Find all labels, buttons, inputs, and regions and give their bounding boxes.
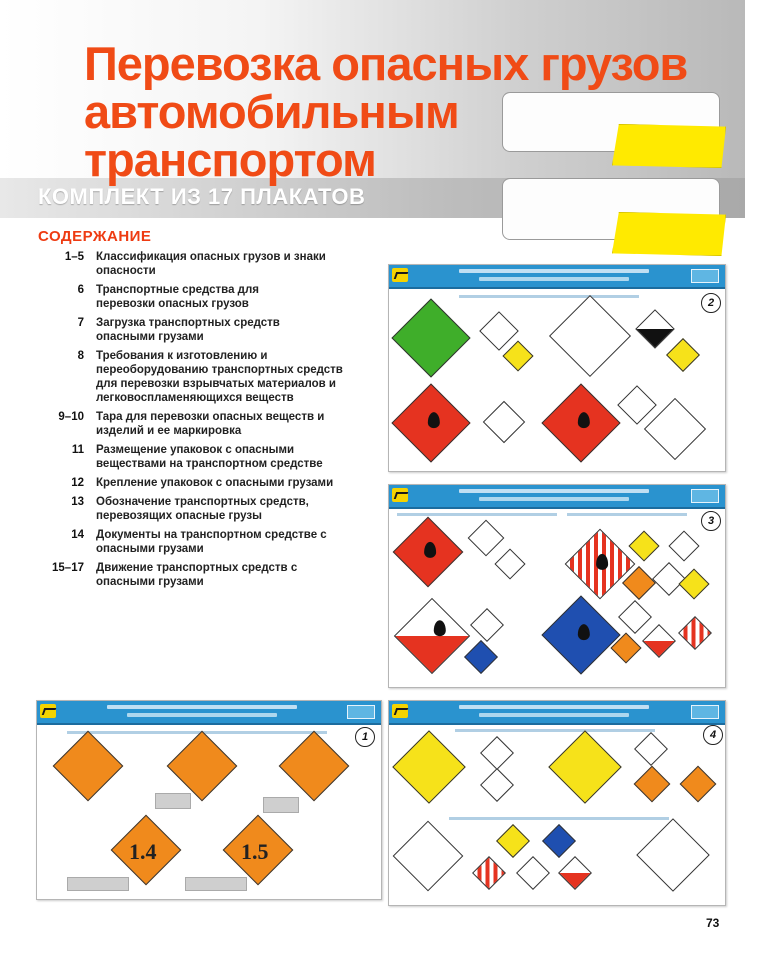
contents-item-text: Крепление упаковок с опасными грузами: [96, 477, 334, 489]
contents-item-text: Классификация опасных грузов и знаки опасности: [96, 251, 326, 277]
red-flammable-diamond-2: [541, 383, 620, 462]
poster-3: [388, 484, 726, 688]
yellow-tape-bottom: [612, 212, 726, 256]
white-diamond-6: [470, 608, 504, 642]
green-gas-diamond: [391, 298, 470, 377]
contents-item-number: 8: [77, 350, 84, 362]
orange-diamond: [634, 766, 671, 803]
truck-logo-icon: [40, 704, 56, 718]
page-subtitle: КОМПЛЕКТ ИЗ 17 ПЛАКАТОВ: [38, 184, 366, 209]
white-diamond: [480, 736, 514, 770]
poster-1: [36, 700, 382, 900]
contents-item-number: 14: [71, 529, 84, 541]
vehicle-image: [185, 877, 247, 891]
poster-4: [388, 700, 726, 906]
corrosive-diamond: [635, 309, 675, 349]
poster-number: 1: [355, 727, 375, 747]
blue-diamond-small: [464, 640, 498, 674]
yellow-diamond-small: [496, 824, 530, 858]
red-flammable-diamond: [393, 517, 464, 588]
vehicle-image: [263, 797, 299, 813]
contents-item: [20, 283, 375, 311]
contents-item: [20, 561, 375, 589]
contents-item: [20, 316, 375, 344]
contents-item-text: Документы на транспортном средстве с опасными грузами: [96, 529, 327, 555]
yellow-oxidizer-diamond-2: [548, 730, 622, 804]
red-striped-diamond: [565, 529, 636, 600]
vehicle-image: [155, 793, 191, 809]
orange-explosive-diamond-2: [167, 731, 238, 802]
label-1-4: 1.4: [129, 839, 157, 864]
contents-item-number: 7: [77, 317, 84, 329]
title-line-3: транспортом: [84, 133, 376, 186]
page-number: 73: [706, 916, 720, 930]
poster-header: [389, 265, 725, 289]
contents-item: [20, 410, 375, 438]
contents-item-text: Требования к изготовлению и переоборудованию транспортных средств для перевозки взрывчатых материалов и легковоспламеняющихся веществ: [96, 350, 343, 404]
white-biohazard-diamond: [636, 818, 710, 892]
half-red-diamond: [394, 598, 470, 674]
white-toxic-diamond: [393, 821, 464, 892]
white-diamond-3: [617, 385, 657, 425]
contents-item-text: Обозначение транспортных средств, перевозящих опасные грузы: [96, 496, 309, 522]
contents-item-text: Размещение упаковок с опасными веществами на транспортном средстве: [96, 444, 323, 470]
label-1-5: 1.5: [241, 839, 269, 864]
yellow-diamond-2: [678, 568, 709, 599]
white-diamond-5: [652, 562, 686, 596]
blue-diamond-small: [542, 824, 576, 858]
poster-header: [389, 701, 725, 725]
contents-item-text: Транспортные средства для перевозки опасных грузов: [96, 284, 259, 310]
contents-item-number: 12: [71, 477, 84, 489]
yellow-oxidizer-diamond: [392, 730, 466, 804]
white-diamond-3: [634, 732, 668, 766]
yellow-diamond-small: [666, 338, 700, 372]
contents-item: [20, 443, 375, 471]
yellow-diamond: [628, 530, 659, 561]
contents-item-number: 15–17: [52, 562, 84, 574]
poster-number: 2: [701, 293, 721, 313]
poster-number: 3: [701, 511, 721, 531]
orange-diamond-2: [680, 766, 717, 803]
red-striped-diamond: [472, 856, 506, 890]
contents-item-text: Движение транспортных средств с опасными грузами: [96, 562, 298, 588]
contents-item: [20, 476, 375, 490]
half-red-diamond-2: [642, 624, 676, 658]
contents-item-number: 13: [71, 496, 84, 508]
title-line-2: автомобильным: [84, 85, 459, 138]
white-diamond-2: [480, 768, 514, 802]
yellow-tape-top: [612, 124, 726, 168]
contents-list: [20, 250, 375, 594]
poster-2: [388, 264, 726, 472]
orange-explosive-diamond-3: [279, 731, 350, 802]
white-diamond-4: [516, 856, 550, 890]
vehicle-image: [67, 877, 129, 891]
yellow-diamond: [502, 340, 533, 371]
contents-item: [20, 495, 375, 523]
poster-header: [389, 485, 725, 509]
poster-number: 4: [703, 725, 723, 745]
title-line-1: Перевозка опасных грузов: [84, 37, 688, 90]
contents-item-number: 6: [77, 284, 84, 296]
contents-item: [20, 250, 375, 278]
truck-logo-icon: [392, 268, 408, 282]
contents-item: [20, 349, 375, 405]
contents-item-text: Загрузка транспортных средств опасными грузами: [96, 317, 280, 343]
contents-item-text: Тара для перевозки опасных веществ и изделий и ее маркировка: [96, 411, 325, 437]
contents-item-number: 11: [71, 444, 84, 456]
white-skull-diamond: [549, 295, 631, 377]
contents-item: [20, 528, 375, 556]
truck-logo-icon: [392, 488, 408, 502]
truck-logo-icon: [392, 704, 408, 718]
white-diamond-4: [668, 530, 699, 561]
poster-header: [37, 701, 381, 725]
red-striped-diamond-2: [678, 616, 712, 650]
half-red-diamond: [558, 856, 592, 890]
white-diamond-2: [494, 548, 525, 579]
white-diamond-7: [618, 600, 652, 634]
blue-water-reactive-diamond: [541, 595, 620, 674]
contents-heading: СОДЕРЖАНИЕ: [38, 228, 152, 245]
corrosive-white-diamond: [483, 401, 525, 443]
white-diamond: [468, 520, 505, 557]
orange-explosive-diamond-1: [53, 731, 124, 802]
contents-item-number: 9–10: [58, 411, 84, 423]
red-flammable-diamond: [391, 383, 470, 462]
contents-item-number: 1–5: [64, 251, 84, 263]
